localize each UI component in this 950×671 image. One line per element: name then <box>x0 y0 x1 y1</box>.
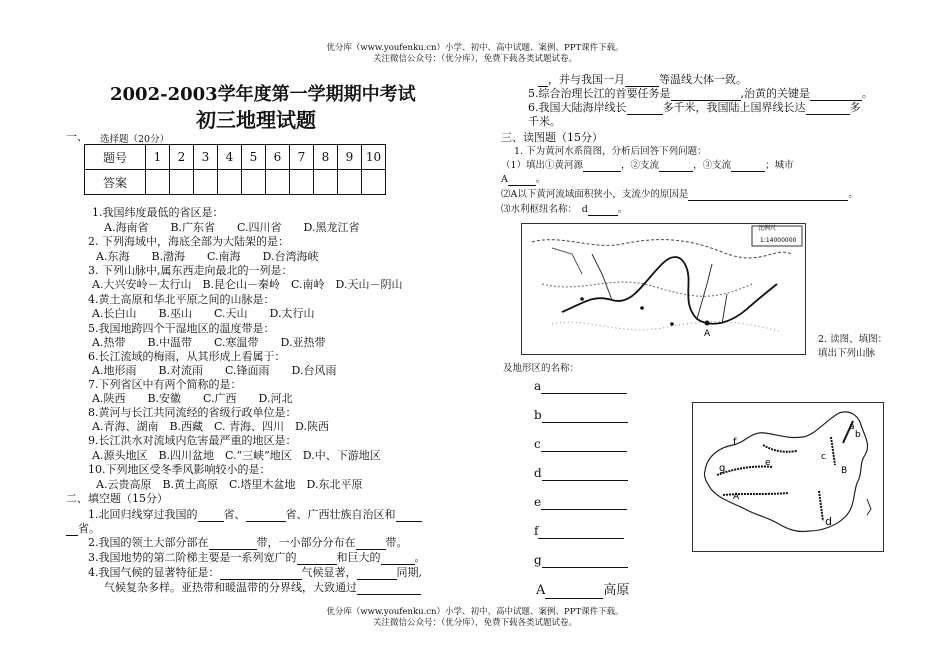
fill-question-5: 5.综合治理长江的首要任务是 ,治黄的关键是 。 <box>528 87 873 100</box>
blank-source[interactable] <box>583 160 621 172</box>
answer-cell[interactable] <box>218 170 242 195</box>
yellow-river-map-drawing <box>522 224 805 354</box>
question-9-options: A.源头地区 B.四川盆地 C.“三峡”地区 D.中、下游地区 <box>92 449 381 462</box>
answer-cell[interactable] <box>194 170 218 195</box>
china-map <box>692 402 884 552</box>
blank-5[interactable] <box>209 536 257 550</box>
fill-question-6: 6.我国大陆海岸线长 多千米，我国陆上国界线长达 多 <box>528 101 861 114</box>
question-2-stem: 2. 下列海域中，海底全部为大陆架的是： <box>88 235 289 248</box>
answer-cell[interactable] <box>314 170 338 195</box>
blank-11[interactable] <box>357 581 421 595</box>
table-label-number: 题号 <box>85 145 146 170</box>
blank-3[interactable] <box>396 508 422 522</box>
map-question-2-b: 填出下列山脉 <box>818 348 876 359</box>
map-question-2-a: 2. 读图、填图： <box>818 334 888 345</box>
fill-question-4-cont: ，并与我国一月 等温线大体一致。 <box>538 71 747 87</box>
exam-title: 2002-2003学年度第一学期期中考试 <box>110 84 416 105</box>
blank-4[interactable] <box>66 522 78 536</box>
answer-cell[interactable] <box>170 170 194 195</box>
map2-label-c: c <box>821 452 826 462</box>
question-5-stem: 5.我国地跨四个干湿地区的温度带是： <box>88 322 275 335</box>
fill-line-g: g <box>534 553 628 568</box>
map-question-1-city: A 。 <box>501 174 546 185</box>
table-number-1: 1 <box>146 145 170 170</box>
fill-line-f: f <box>534 524 624 539</box>
map2-label-f: f <box>733 437 737 448</box>
table-number-9: 9 <box>338 145 362 170</box>
map-question-1-part1: （1）填出①黄河源 ，②支流 ，③支流 ；城市 <box>501 160 794 171</box>
map1-scale: 1:14000000 <box>760 237 797 244</box>
blank-reason[interactable] <box>688 189 848 201</box>
table-number-6: 6 <box>266 145 290 170</box>
header-line-2: 关注微信公众号：（优分库），免费下载各类试题试卷。 <box>372 54 577 64</box>
blank-city[interactable] <box>508 174 536 186</box>
question-2-options: A.东海 B.渤海 C.南海 D.台湾海峡 <box>96 250 319 263</box>
footer-line-1: 优分库（www.youfenku.cn）小学、初中、高中试题、案例、PPT课件下载。 <box>326 607 624 617</box>
answer-cell[interactable] <box>146 170 170 195</box>
blank-8[interactable] <box>381 551 415 565</box>
table-number-5: 5 <box>242 145 266 170</box>
map-question-1-part2: ⑵A以下黄河流域面积狭小，支流少的原因是 。 <box>501 189 858 200</box>
question-7-options: A.陕西 B.安徽 C.广西 D.河北 <box>92 392 293 405</box>
section3-heading: 三、读图题（15分） <box>501 131 603 144</box>
fill-question-1-cont: 省。 <box>66 520 100 536</box>
fill-question-6-line2: 千米。 <box>528 115 561 128</box>
table-number-7: 7 <box>290 145 314 170</box>
question-4-stem: 4.黄土高原和华北平原之间的山脉是： <box>88 293 275 306</box>
china-map-drawing <box>693 403 883 551</box>
blank-hydro[interactable] <box>588 204 618 216</box>
blank-17[interactable] <box>806 101 850 115</box>
answer-table <box>84 144 386 195</box>
map-question-1-intro: 1. 下为黄河水系简图，分析后回答下列问题： <box>514 146 707 157</box>
fill-question-4: 4.我国气候的显著特征是： 气候显著， 同期, <box>88 566 422 579</box>
answer-cell[interactable] <box>242 170 266 195</box>
question-10-stem: 10.下列地区受冬季风影响较小的是： <box>88 463 271 476</box>
map2-label-a: a <box>849 422 855 432</box>
footer-line-2: 关注微信公众号：（优分库），免费下载各类试题试卷。 <box>372 618 577 628</box>
table-number-2: 2 <box>170 145 194 170</box>
question-3-options: A.大兴安岭－太行山 B.昆仑山－秦岭 C.南岭 D.天山－阴山 <box>92 278 403 291</box>
answer-cell[interactable] <box>266 170 290 195</box>
map-question-1-part3: ⑶水利枢纽名称： d 。 <box>501 204 628 215</box>
blank-2[interactable] <box>246 508 286 522</box>
section2-heading: 二、填空题（15分） <box>66 492 168 505</box>
blank-tributary-3[interactable] <box>731 160 765 172</box>
question-8-options: A.青海、湖南 B.西藏 C. 青海、四川 D.陕西 <box>92 420 329 433</box>
fill-line-d: d <box>534 466 628 481</box>
table-number-8: 8 <box>314 145 338 170</box>
table-number-10: 10 <box>362 145 386 170</box>
answer-table-row-answers <box>85 170 386 195</box>
question-6-stem: 6.长江流域的梅雨，从其形成上看属于： <box>88 350 286 363</box>
map-question-2-c: 及地形区的名称： <box>503 363 580 374</box>
blank-10[interactable] <box>357 566 397 580</box>
blank-9[interactable] <box>220 566 302 580</box>
table-number-3: 3 <box>194 145 218 170</box>
map2-label-A: A <box>733 492 740 502</box>
section1-heading: 选择题（20分） <box>100 134 170 145</box>
map2-label-d: d <box>825 515 832 528</box>
table-number-4: 4 <box>218 145 242 170</box>
blank-6[interactable] <box>356 536 386 550</box>
yellow-river-map <box>521 223 806 355</box>
answer-cell[interactable] <box>290 170 314 195</box>
blank-tributary-2[interactable] <box>659 160 693 172</box>
question-5-options: A.热带 B.中温带 C.寒温带 D.亚热带 <box>92 336 326 349</box>
map2-label-B: B <box>841 466 848 476</box>
exam-subtitle: 初三地理试题 <box>196 108 316 132</box>
answer-table-row-numbers <box>85 145 386 170</box>
fill-question-2: 2.我国的领土大部分部在 带，一小部分分布在 带。 <box>88 536 408 549</box>
answer-cell[interactable] <box>338 170 362 195</box>
fill-question-4-line2: 气候复杂多样。亚热带和暖温带的分界线，大致通过 <box>104 579 421 595</box>
map2-label-g: g <box>719 463 726 474</box>
question-9-stem: 9.长江洪水对流域内危害最严重的地区是： <box>88 434 297 447</box>
question-1-stem: 1.我国纬度最低的省区是： <box>92 206 224 219</box>
question-1-options: A.海南省 B.广东省 C.四川省 D.黑龙江省 <box>104 221 360 234</box>
map1-scale-label: 比例尺 <box>758 225 777 232</box>
map2-label-e: e <box>765 458 771 468</box>
fill-line-e: e <box>534 495 627 510</box>
question-7-stem: 7.下列省区中有两个简称的是： <box>88 378 242 391</box>
fill-line-a: a <box>534 379 627 394</box>
fill-question-1: 1.北回归线穿过我国的 省、 省、广西壮族自治区和 <box>88 506 422 522</box>
fill-line-plateau: A 高原 <box>536 583 630 598</box>
table-label-answer: 答案 <box>85 170 146 195</box>
blank-16[interactable] <box>627 101 663 115</box>
header-line-1: 优分库（www.youfenku.cn）小学、初中、高中试题、案例、PPT课件下载。 <box>326 43 624 53</box>
answer-cell[interactable] <box>362 170 386 195</box>
question-8-stem: 8.黄河与长江共同流经的省级行政单位是： <box>88 406 297 419</box>
fill-question-3: 3.我国地势的第二阶梯主要是一系列宽广的 和巨大的 。 <box>88 551 426 564</box>
map2-label-b: b <box>855 430 861 440</box>
question-4-options: A.长白山 B.巫山 C.天山 D.太行山 <box>92 307 315 320</box>
fill-line-c: c <box>534 437 627 452</box>
blank-1[interactable] <box>198 508 224 522</box>
question-3-stem: 3. 下列山脉中,属东西走向最北的一列是： <box>88 264 293 277</box>
question-6-options: A.地形雨 B.对流雨 C.锋面雨 D.台风雨 <box>92 364 337 377</box>
fill-line-b: b <box>534 408 628 423</box>
question-10-options: A.云贵高原 B.黄土高原 C.塔里木盆地 D.东北平原 <box>96 478 363 491</box>
blank-7[interactable] <box>297 551 337 565</box>
map1-point-a: A <box>704 329 711 339</box>
section1-number: 一、 <box>66 130 88 143</box>
